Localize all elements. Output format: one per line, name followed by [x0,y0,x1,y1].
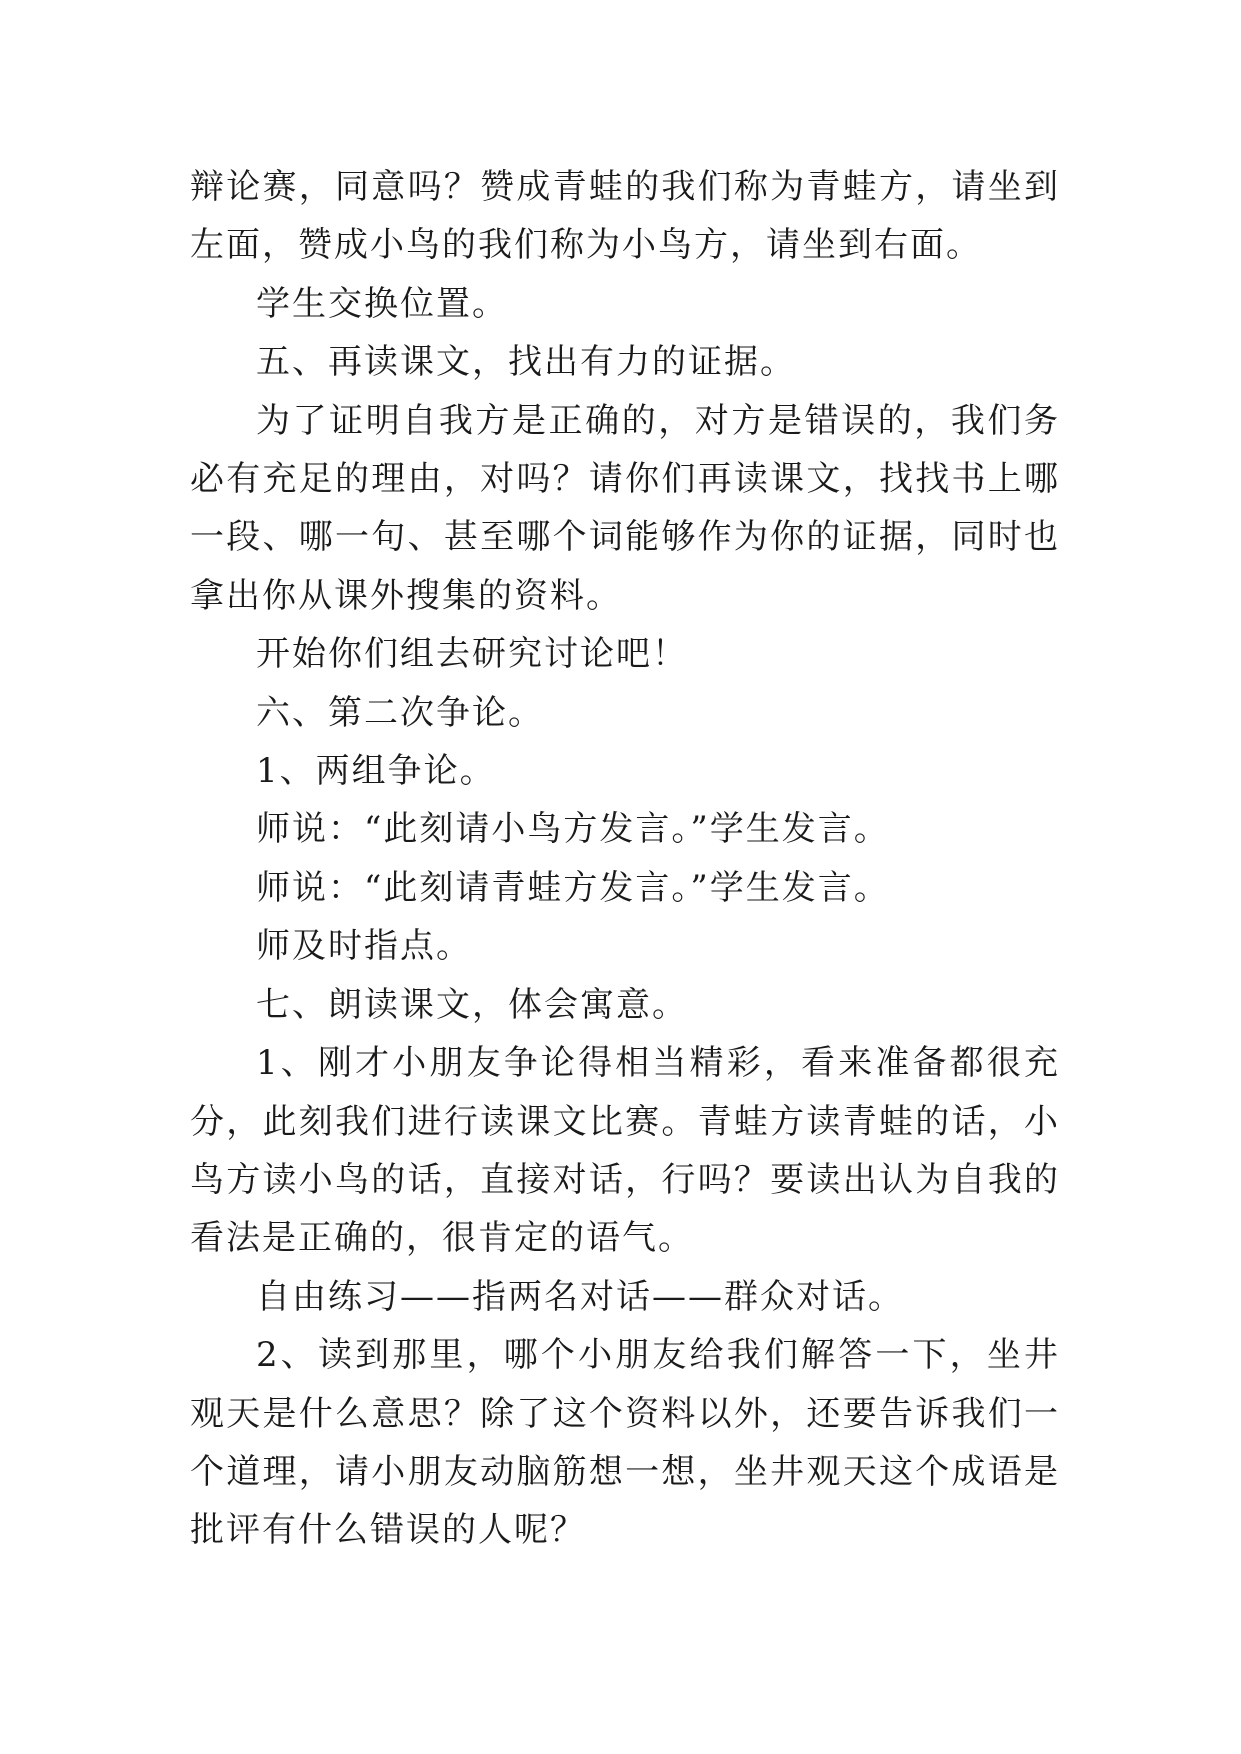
paragraph-idiom-meaning: 2、读到那里，哪个小朋友给我们解答一下，坐井观天是什么意思？除了这个资料以外，还要告诉我们一个道理，请小朋友动脑筋想一想，坐井观天这个成语是批评有什么错误的人呢？ [190,1335,1060,1551]
paragraph-bird-speaks: 师说：“此刻请小鸟方发言。”学生发言。 [256,809,890,850]
paragraph-evidence: 为了证明自我方是正确的，对方是错误的，我们务必有充足的理由，对吗？请你们再读课文，找找书上哪一段、哪一句、甚至哪个词能够作为你的证据，同时也拿出你从课外搜集的资料。 [190,400,1060,616]
paragraph-group-discuss: 开始你们组去研究讨论吧！ [256,634,688,675]
document-body [190,158,1060,1560]
paragraph-frog-speaks: 师说：“此刻请青蛙方发言。”学生发言。 [256,867,890,908]
section-heading-six: 六、第二次争论。 [256,692,544,733]
paragraph-teacher-guidance: 师及时指点。 [256,926,472,967]
list-item-two-groups: 1、两组争论。 [256,751,496,792]
section-heading-seven: 七、朗读课文，体会寓意。 [256,984,688,1025]
section-heading-five: 五、再读课文，找出有力的证据。 [256,342,796,383]
paragraph-swap-seats: 学生交换位置。 [256,283,508,324]
paragraph-reading-contest: 1、刚才小朋友争论得相当精彩，看来准备都很充分，此刻我们进行读课文比赛。青蛙方读青蛙的话，小鸟方读小鸟的话，直接对话，行吗？要读出认为自我的看法是正确的，很肯定的语气。 [190,1043,1060,1259]
paragraph-debate-intro: 辩论赛，同意吗？赞成青蛙的我们称为青蛙方，请坐到左面，赞成小鸟的我们称为小鸟方，请坐到右面。 [190,167,1060,266]
paragraph-practice: 自由练习——指两名对话——群众对话。 [256,1276,904,1317]
